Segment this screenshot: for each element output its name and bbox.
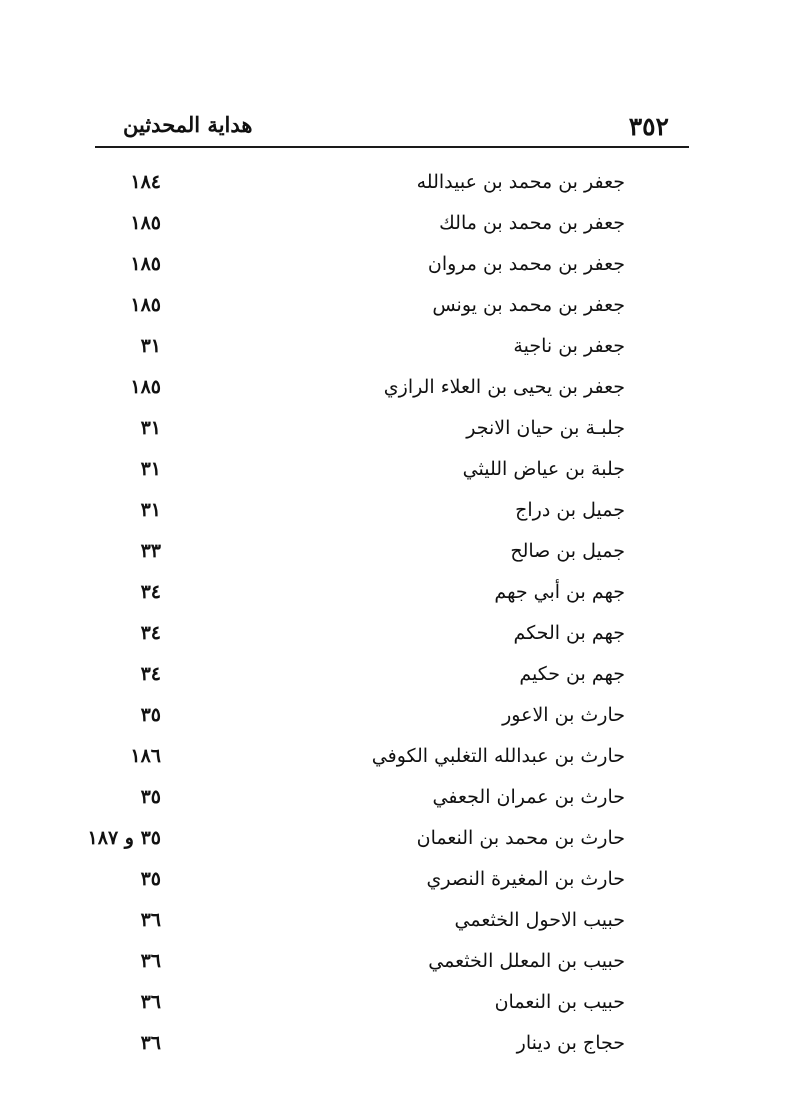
entry-page-number: ٣١ — [140, 499, 161, 521]
entry-name: جعفر بن محمد بن مروان — [427, 253, 625, 275]
index-entry — [0, 575, 809, 616]
index-entry — [0, 247, 809, 288]
entry-name: حبيب بن النعمان — [494, 991, 625, 1013]
entry-page-number: ٣٤ — [140, 581, 161, 603]
entry-page-number: ١٨٥ — [130, 294, 161, 316]
entry-name: جهم بن حكيم — [519, 663, 625, 685]
index-entry — [0, 862, 809, 903]
entry-name: حارث بن محمد بن النعمان — [416, 827, 625, 849]
entry-page-number: ٣٤ — [140, 622, 161, 644]
index-entry — [0, 657, 809, 698]
index-entry — [0, 821, 809, 862]
entry-name: جعفر بن محمد بن مالك — [439, 212, 625, 234]
index-entry — [0, 329, 809, 370]
entry-page-number: ١٨٦ — [130, 745, 161, 767]
index-entry — [0, 411, 809, 452]
entry-name: حارث بن عمران الجعفي — [432, 786, 625, 808]
entry-page-number: ٣١ — [140, 417, 161, 439]
entry-name: جعفر بن محمد بن يونس — [432, 294, 625, 316]
index-entry — [0, 780, 809, 821]
entry-page-number: ١٨٥ — [130, 376, 161, 398]
entry-page-number: ٣١ — [140, 335, 161, 357]
index-entry — [0, 985, 809, 1026]
entry-name: حبيب بن المعلل الخثعمي — [428, 950, 625, 972]
index-entry — [0, 903, 809, 944]
entry-page-number: ١٨٤ — [130, 171, 161, 193]
index-entry — [0, 165, 809, 206]
entry-page-number: ٣١ — [140, 458, 161, 480]
entry-name: حجاج بن دينار — [516, 1032, 625, 1054]
entry-page-number: ٣٤ — [140, 663, 161, 685]
entry-page-number: ٣٦ — [140, 1032, 161, 1054]
index-entry — [0, 493, 809, 534]
index-entry — [0, 534, 809, 575]
entry-page-number: ٣٦ — [140, 950, 161, 972]
entry-name: جعفر بن ناجية — [513, 335, 625, 357]
entry-name: جعفر بن محمد بن عبيدالله — [416, 171, 625, 193]
entry-name: حارث بن الاعور — [502, 704, 625, 726]
index-entry — [0, 739, 809, 780]
index-entry — [0, 944, 809, 985]
entry-name: حبيب الاحول الخثعمي — [454, 909, 625, 931]
index-entry — [0, 206, 809, 247]
entry-page-number: ١٨٥ — [130, 212, 161, 234]
entry-name: حارث بن عبدالله التغلبي الكوفي — [371, 745, 625, 767]
entry-name: جعفر بن يحيى بن العلاء الرازي — [383, 376, 625, 398]
index-entry — [0, 370, 809, 411]
entry-page-number: ٣٥ — [140, 786, 161, 808]
index-entry — [0, 616, 809, 657]
entry-page-number: ٣٦ — [140, 991, 161, 1013]
entry-page-number: ٣٦ — [140, 909, 161, 931]
index-entry — [0, 1026, 809, 1067]
entry-page-number: ١٨٥ — [130, 253, 161, 275]
index-entry — [0, 698, 809, 739]
entry-name: حارث بن المغيرة النصري — [426, 868, 625, 890]
page-number: ٣٥٢ — [628, 112, 669, 141]
entry-name: جهم بن الحكم — [513, 622, 625, 644]
running-title: هداية المحدثين — [123, 112, 253, 137]
entry-page-number: ٣٣ — [140, 540, 161, 562]
entry-name: جميل بن صالح — [510, 540, 625, 562]
index-list — [0, 165, 809, 1067]
entry-name: جلبـة بن حيان الانجر — [466, 417, 625, 439]
entry-name: جميل بن دراج — [515, 499, 625, 521]
entry-name: جهم بن أبي جهم — [494, 581, 625, 603]
entry-page-number: ٣٥ — [140, 704, 161, 726]
entry-page-number: ٣٥ — [140, 868, 161, 890]
entry-page-number: ٣٥ و ١٨٧ — [87, 827, 161, 849]
page-header — [95, 100, 689, 148]
entry-name: جلبة بن عياض الليثي — [462, 458, 625, 480]
index-entry — [0, 288, 809, 329]
index-entry — [0, 452, 809, 493]
